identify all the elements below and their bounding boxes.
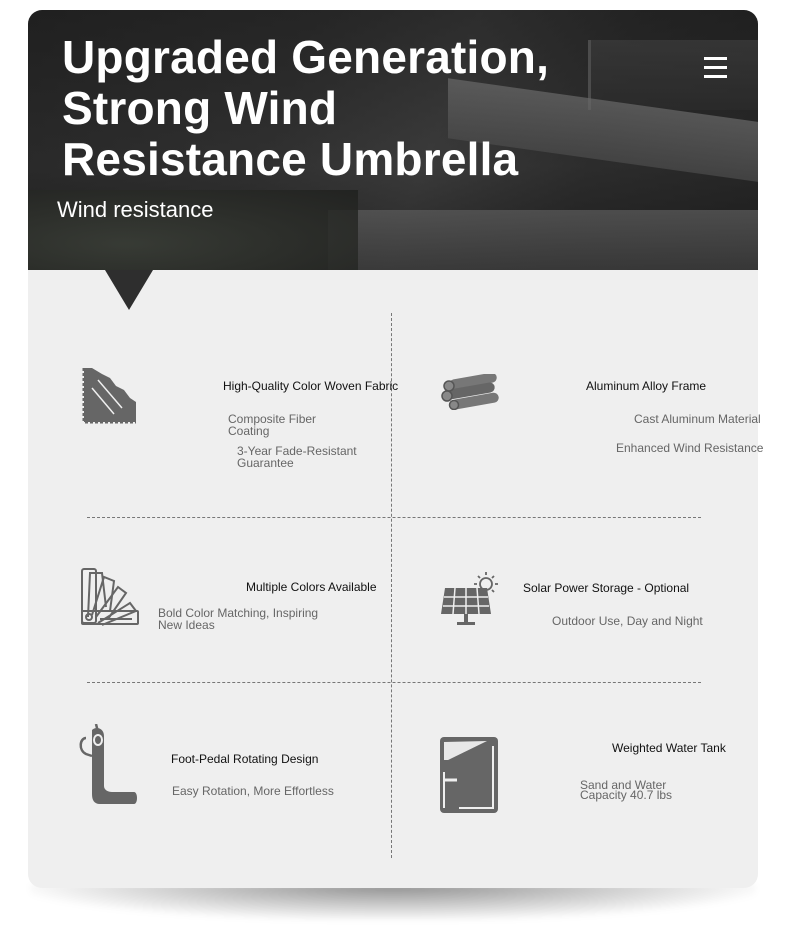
- feature-title: Multiple Colors Available: [246, 580, 377, 594]
- color-swatch-icon: [80, 567, 140, 627]
- foot-pedal-icon: [78, 724, 140, 808]
- horizontal-divider: [87, 682, 701, 683]
- hero-bg-wall: [328, 210, 758, 270]
- hero-subtitle: Wind resistance: [57, 197, 214, 222]
- feature-detail: Enhanced Wind Resistance: [616, 441, 764, 455]
- feature-title: Foot-Pedal Rotating Design: [171, 752, 319, 766]
- solar-panel-icon: [441, 570, 503, 628]
- woven-fabric-icon: [80, 366, 138, 424]
- feature-detail: Composite Fiber Coating: [228, 412, 317, 438]
- feature-detail: Outdoor Use, Day and Night: [552, 614, 703, 628]
- vertical-divider: [391, 313, 392, 858]
- hero-bg-window: [588, 40, 758, 110]
- card-shadow: [30, 884, 756, 920]
- feature-title: Aluminum Alloy Frame: [586, 379, 707, 393]
- hero-pointer: [105, 270, 153, 310]
- feature-detail: 3-Year Fade-Resistant Guarantee: [237, 444, 357, 470]
- product-card: [28, 10, 764, 888]
- feature-detail: Sand and Water Capacity 40.7 lbs: [580, 778, 673, 802]
- hamburger-menu-icon[interactable]: [702, 56, 730, 80]
- aluminum-pipes-icon: [441, 374, 501, 410]
- hero-title: Upgraded Generation, Strong Wind Resistance Umbrella: [62, 31, 550, 185]
- feature-detail: Easy Rotation, More Effortless: [172, 784, 334, 798]
- feature-detail: Bold Color Matching, Inspiring New Ideas: [158, 606, 319, 632]
- feature-detail: Cast Aluminum Material: [634, 412, 761, 426]
- feature-title: Solar Power Storage - Optional: [523, 581, 690, 595]
- horizontal-divider: [87, 517, 701, 518]
- feature-title: High-Quality Color Woven Fabric: [223, 379, 399, 393]
- hero-banner: [28, 10, 758, 270]
- feature-title: Weighted Water Tank: [612, 741, 726, 755]
- water-tank-icon: [439, 736, 499, 814]
